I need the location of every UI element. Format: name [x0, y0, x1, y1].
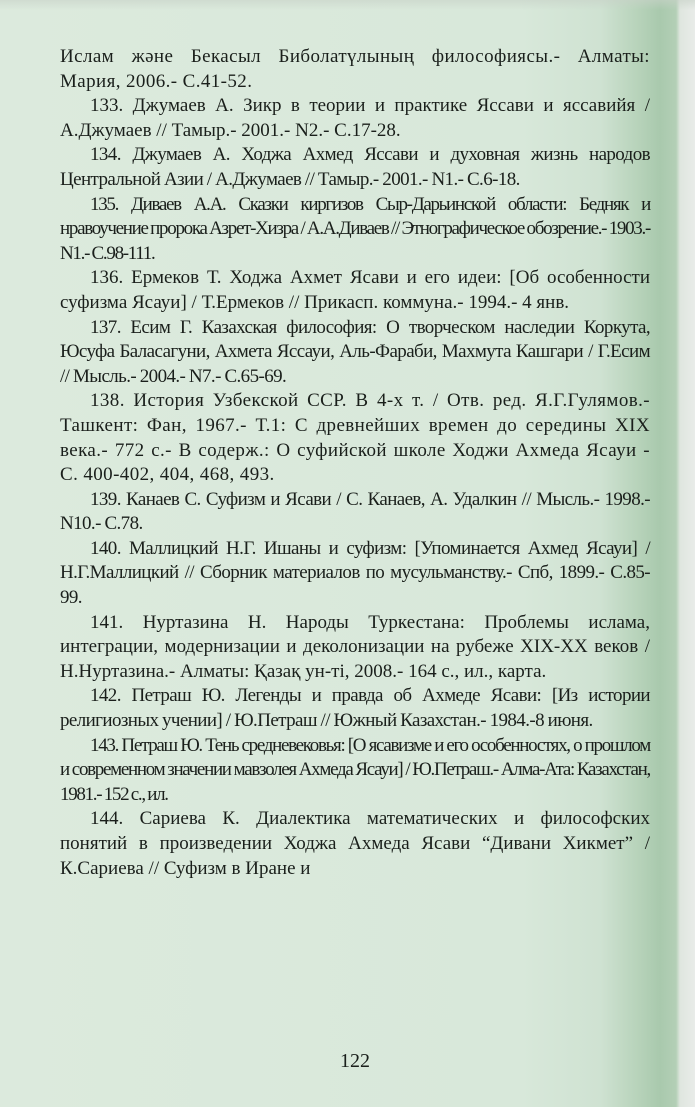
bibliography-entry-144: 144. Сариева К. Диалектика математических и философских понятий в произведении Ходжа Ахмеда Ясави “Дивани Хикмет” / К.Сариева // Суфизм в Иране и: [60, 808, 650, 879]
bibliography-entry-136: 136. Ермеков Т. Ходжа Ахмет Ясави и его идеи: [Об особенности суфизма Ясауи] / Т.Ермеков // Прикасп. коммуна.- 1994.- 4 янв.: [60, 267, 650, 313]
bibliography-entry-143: 143. Петраш Ю. Тень средневековья: [О ясавизме и его особенностях, о прошлом и современном значении мавзолея Ахмеда Ясауи] / Ю.Петраш.- Алма-Ата: Казахстан, 1981.- 152 с., ил.: [60, 734, 650, 805]
bibliography-entry-134: 134. Джумаев А. Ходжа Ахмед Яссави и духовная жизнь народов Центральной Азии / А.Джумаев // Тамыр.- 2001.- N1.- С.6-18.: [60, 144, 650, 190]
page-number: 122: [340, 1050, 370, 1072]
bibliography-entry-139: 139. Канаев С. Суфизм и Ясави / С. Канаев, А. Удалкин // Мысль.- 1998.- N10.- С.78.: [60, 488, 650, 535]
bibliography-entry-133: 133. Джумаев А. Зикр в теории и практике Яссави и яссавийя / А.Джумаев // Тамыр.- 2001.- N2.- С.17-28.: [60, 95, 650, 141]
page-top-shadow: [0, 0, 695, 10]
bibliography-entry-140: 140. Маллицкий Н.Г. Ишаны и суфизм: [Упоминается Ахмед Ясауи] / Н.Г.Маллицкий // Сборник материалов по мусульманству.- Спб, 1899.- С.85-99.: [60, 537, 650, 609]
bibliography-entry-137: 137. Есим Г. Казахская философия: О творческом наследии Коркута, Юсуфа Баласагуни, Ахмета Яссауи, Аль-Фараби, Махмута Кашгари / Г.Есим // Мысль.- 2004.- N7.- С.65-69.: [60, 316, 650, 387]
bibliography-entry-141: 141. Нуртазина Н. Народы Туркестана: Проблемы ислама, интеграции, модернизации и деколонизации на рубеже XIX-XX веков / Н.Нуртазина.- Алматы: Қазақ ун-ті, 2008.- 164 с., ил., карта.: [60, 611, 650, 682]
bibliography-entry-138: 138. История Узбекской ССР. В 4-х т. / Отв. ред. Я.Г.Гулямов.- Ташкент: Фан, 1967.- Т.1: С древнейших времен до середины XIX века.- 772 с.- В содерж.: О суфийской школе Ходжи Ахмеда Ясауи - С. 400-402, 404, 468, 493.: [60, 390, 650, 486]
bibliography-entry-142: 142. Петраш Ю. Легенды и правда об Ахмеде Ясави: [Из истории религиозных учении] / Ю.Петраш // Южный Казахстан.- 1984.-8 июня.: [60, 685, 650, 732]
bibliography-list: [60, 45, 650, 881]
bibliography-entry-135: 135. Диваев А.А. Сказки киргизов Сыр-Дарьинской области: Бедняк и нравоучение пророка Азрет-Хизра / А.А.Диваев // Этнографическое обозрение.- 1903.- N1.- С.98-111.: [60, 193, 650, 264]
continuation-text: Ислам жəне Бекасыл Биболатүлының философиясы.- Алматы: Мария, 2006.- С.41-52.: [60, 46, 650, 92]
